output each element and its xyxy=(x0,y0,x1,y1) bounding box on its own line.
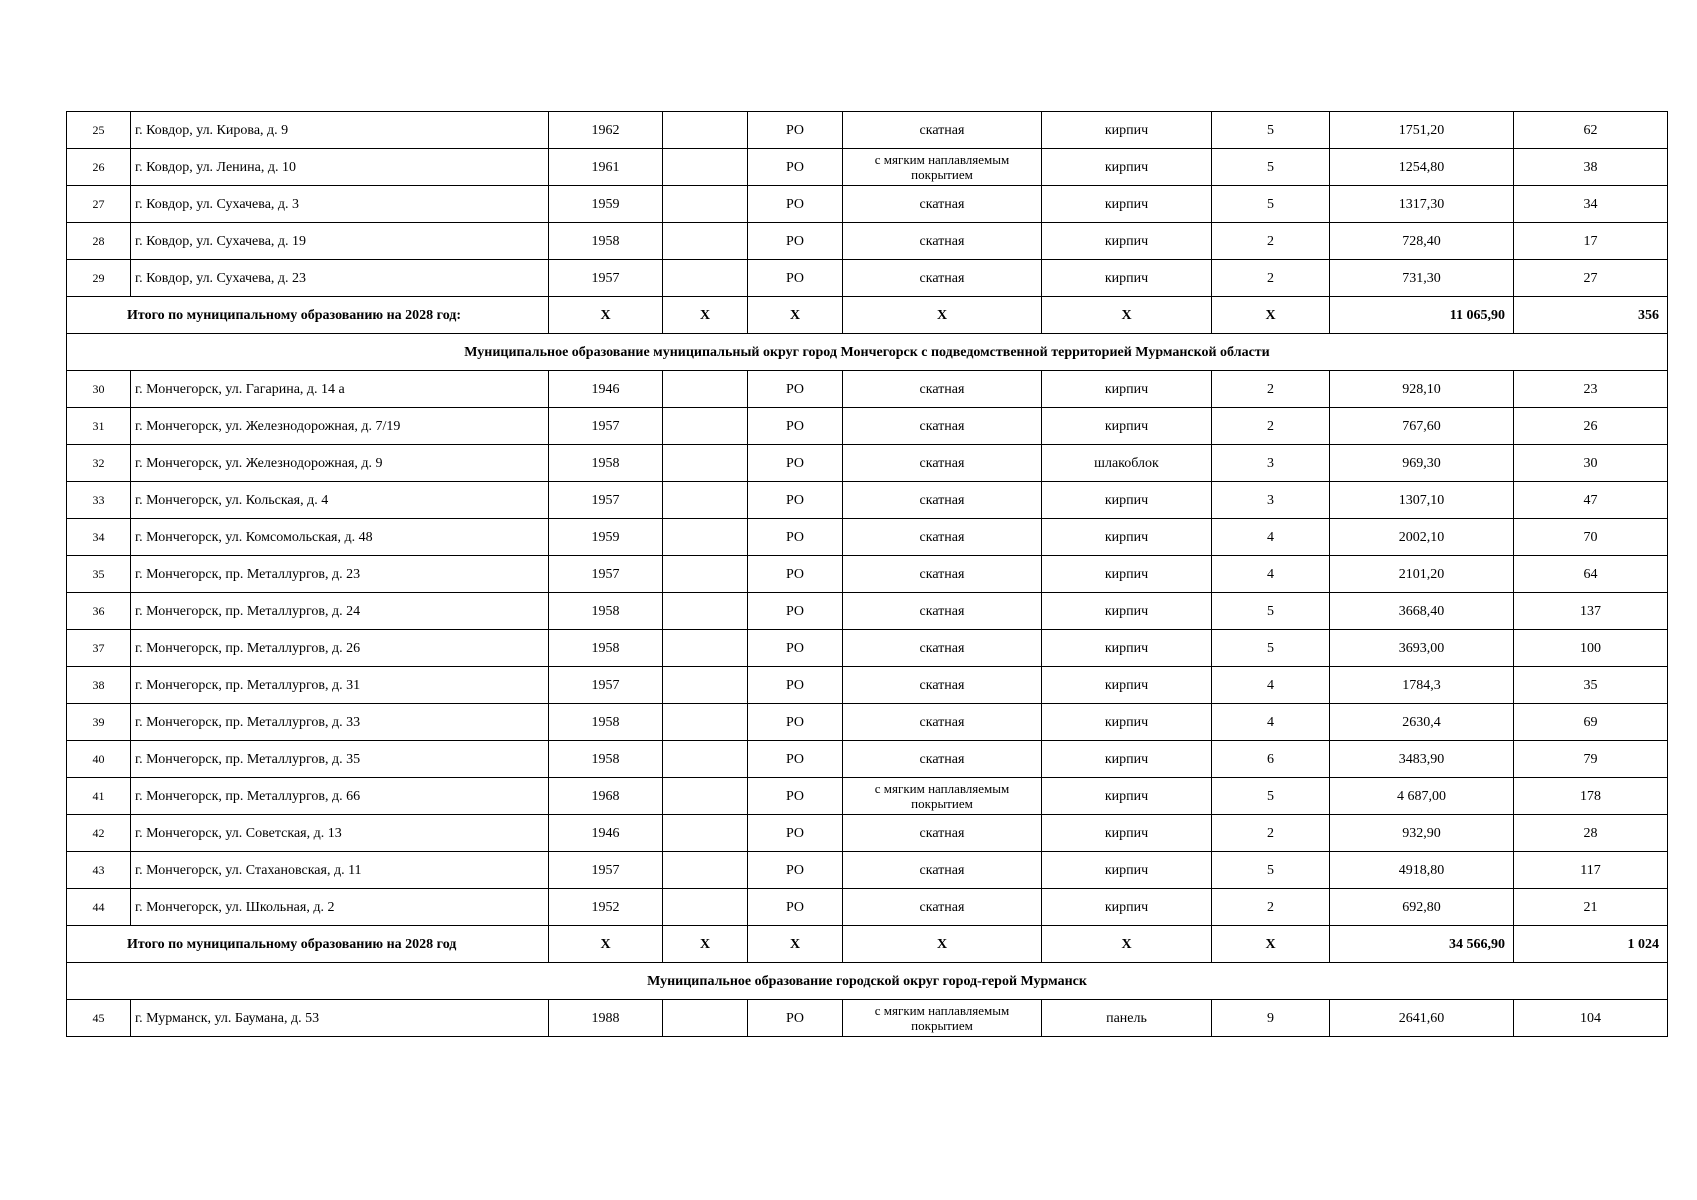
address-cell: г. Мончегорск, пр. Металлургов, д. 26 xyxy=(131,630,549,667)
empty-cell xyxy=(663,408,748,445)
empty-cell xyxy=(663,630,748,667)
address-cell: г. Мончегорск, ул. Советская, д. 13 xyxy=(131,815,549,852)
empty-cell xyxy=(663,1000,748,1037)
total-x-cell: X xyxy=(1042,297,1212,334)
area-cell: 932,90 xyxy=(1330,815,1514,852)
empty-cell xyxy=(663,371,748,408)
area-cell: 2002,10 xyxy=(1330,519,1514,556)
floors-cell: 6 xyxy=(1212,741,1330,778)
empty-cell xyxy=(663,149,748,186)
residents-cell: 26 xyxy=(1514,408,1668,445)
residents-cell: 79 xyxy=(1514,741,1668,778)
residents-cell: 64 xyxy=(1514,556,1668,593)
address-cell: г. Мончегорск, пр. Металлургов, д. 35 xyxy=(131,741,549,778)
address-cell: г. Мончегорск, пр. Металлургов, д. 24 xyxy=(131,593,549,630)
address-cell: г. Мончегорск, пр. Металлургов, д. 66 xyxy=(131,778,549,815)
empty-cell xyxy=(663,112,748,149)
empty-cell xyxy=(663,889,748,926)
roof-type-cell: скатная xyxy=(843,260,1042,297)
table-row xyxy=(67,260,1668,297)
program-cell: РО xyxy=(748,371,843,408)
row-number-cell: 32 xyxy=(67,445,131,482)
total-area-cell: 11 065,90 xyxy=(1330,297,1514,334)
area-cell: 1254,80 xyxy=(1330,149,1514,186)
table-row xyxy=(67,741,1668,778)
row-number-cell: 36 xyxy=(67,593,131,630)
empty-cell xyxy=(663,445,748,482)
floors-cell: 5 xyxy=(1212,630,1330,667)
total-x-cell: X xyxy=(843,297,1042,334)
total-row xyxy=(67,926,1668,963)
residents-cell: 35 xyxy=(1514,667,1668,704)
roof-type-cell: скатная xyxy=(843,815,1042,852)
table-row xyxy=(67,630,1668,667)
total-label: Итого по муниципальному образованию на 2028 год: xyxy=(67,297,549,334)
total-x-cell: X xyxy=(748,297,843,334)
year-cell: 1958 xyxy=(549,223,663,260)
year-cell: 1957 xyxy=(549,482,663,519)
wall-material-cell: кирпич xyxy=(1042,482,1212,519)
floors-cell: 5 xyxy=(1212,778,1330,815)
address-cell: г. Мурманск, ул. Баумана, д. 53 xyxy=(131,1000,549,1037)
roof-type-cell: с мягким наплавляемым покрытием xyxy=(843,149,1042,186)
residents-cell: 137 xyxy=(1514,593,1668,630)
program-cell: РО xyxy=(748,1000,843,1037)
wall-material-cell: кирпич xyxy=(1042,186,1212,223)
empty-cell xyxy=(663,593,748,630)
row-number-cell: 40 xyxy=(67,741,131,778)
year-cell: 1946 xyxy=(549,815,663,852)
area-cell: 1317,30 xyxy=(1330,186,1514,223)
total-x-cell: X xyxy=(663,926,748,963)
residents-cell: 47 xyxy=(1514,482,1668,519)
row-number-cell: 29 xyxy=(67,260,131,297)
table-row xyxy=(67,1000,1668,1037)
residents-cell: 62 xyxy=(1514,112,1668,149)
year-cell: 1958 xyxy=(549,445,663,482)
empty-cell xyxy=(663,260,748,297)
residents-cell: 38 xyxy=(1514,149,1668,186)
empty-cell xyxy=(663,815,748,852)
row-number-cell: 35 xyxy=(67,556,131,593)
wall-material-cell: кирпич xyxy=(1042,630,1212,667)
empty-cell xyxy=(663,519,748,556)
floors-cell: 4 xyxy=(1212,704,1330,741)
year-cell: 1957 xyxy=(549,260,663,297)
wall-material-cell: кирпич xyxy=(1042,778,1212,815)
wall-material-cell: кирпич xyxy=(1042,260,1212,297)
empty-cell xyxy=(663,482,748,519)
residents-cell: 34 xyxy=(1514,186,1668,223)
row-number-cell: 43 xyxy=(67,852,131,889)
total-x-cell: X xyxy=(663,297,748,334)
roof-type-cell: скатная xyxy=(843,371,1042,408)
floors-cell: 3 xyxy=(1212,445,1330,482)
wall-material-cell: шлакоблок xyxy=(1042,445,1212,482)
table-row xyxy=(67,445,1668,482)
table-row xyxy=(67,556,1668,593)
roof-type-cell: скатная xyxy=(843,852,1042,889)
address-cell: г. Мончегорск, пр. Металлургов, д. 33 xyxy=(131,704,549,741)
empty-cell xyxy=(663,852,748,889)
area-cell: 3483,90 xyxy=(1330,741,1514,778)
program-cell: РО xyxy=(748,445,843,482)
total-x-cell: X xyxy=(549,926,663,963)
table-row xyxy=(67,371,1668,408)
address-cell: г. Мончегорск, ул. Гагарина, д. 14 а xyxy=(131,371,549,408)
program-cell: РО xyxy=(748,223,843,260)
row-number-cell: 25 xyxy=(67,112,131,149)
program-cell: РО xyxy=(748,519,843,556)
floors-cell: 4 xyxy=(1212,519,1330,556)
area-cell: 928,10 xyxy=(1330,371,1514,408)
area-cell: 731,30 xyxy=(1330,260,1514,297)
wall-material-cell: кирпич xyxy=(1042,741,1212,778)
year-cell: 1959 xyxy=(549,519,663,556)
address-cell: г. Мончегорск, пр. Металлургов, д. 31 xyxy=(131,667,549,704)
section-header-row xyxy=(67,334,1668,371)
wall-material-cell: кирпич xyxy=(1042,408,1212,445)
year-cell: 1957 xyxy=(549,408,663,445)
table-row xyxy=(67,112,1668,149)
area-cell: 1784,3 xyxy=(1330,667,1514,704)
program-cell: РО xyxy=(748,186,843,223)
address-cell: г. Мончегорск, ул. Железнодорожная, д. 9 xyxy=(131,445,549,482)
floors-cell: 5 xyxy=(1212,852,1330,889)
roof-type-cell: скатная xyxy=(843,556,1042,593)
address-cell: г. Ковдор, ул. Сухачева, д. 23 xyxy=(131,260,549,297)
address-cell: г. Мончегорск, ул. Комсомольская, д. 48 xyxy=(131,519,549,556)
row-number-cell: 30 xyxy=(67,371,131,408)
table-row xyxy=(67,889,1668,926)
address-cell: г. Мончегорск, пр. Металлургов, д. 23 xyxy=(131,556,549,593)
roof-type-cell: скатная xyxy=(843,445,1042,482)
address-cell: г. Ковдор, ул. Кирова, д. 9 xyxy=(131,112,549,149)
area-cell: 2101,20 xyxy=(1330,556,1514,593)
row-number-cell: 42 xyxy=(67,815,131,852)
row-number-cell: 45 xyxy=(67,1000,131,1037)
row-number-cell: 37 xyxy=(67,630,131,667)
row-number-cell: 41 xyxy=(67,778,131,815)
program-cell: РО xyxy=(748,815,843,852)
residents-cell: 27 xyxy=(1514,260,1668,297)
roof-type-cell: скатная xyxy=(843,630,1042,667)
year-cell: 1958 xyxy=(549,593,663,630)
roof-type-cell: с мягким наплавляемым покрытием xyxy=(843,778,1042,815)
roof-type-cell: скатная xyxy=(843,223,1042,260)
program-cell: РО xyxy=(748,112,843,149)
table-body xyxy=(67,112,1668,1037)
roof-type-cell: скатная xyxy=(843,112,1042,149)
floors-cell: 2 xyxy=(1212,889,1330,926)
floors-cell: 2 xyxy=(1212,371,1330,408)
empty-cell xyxy=(663,556,748,593)
wall-material-cell: кирпич xyxy=(1042,519,1212,556)
address-cell: г. Мончегорск, ул. Стахановская, д. 11 xyxy=(131,852,549,889)
program-cell: РО xyxy=(748,482,843,519)
row-number-cell: 39 xyxy=(67,704,131,741)
year-cell: 1959 xyxy=(549,186,663,223)
address-cell: г. Мончегорск, ул. Железнодорожная, д. 7/19 xyxy=(131,408,549,445)
row-number-cell: 28 xyxy=(67,223,131,260)
year-cell: 1957 xyxy=(549,556,663,593)
year-cell: 1962 xyxy=(549,112,663,149)
area-cell: 1751,20 xyxy=(1330,112,1514,149)
area-cell: 4918,80 xyxy=(1330,852,1514,889)
row-number-cell: 38 xyxy=(67,667,131,704)
table-row xyxy=(67,815,1668,852)
table-row xyxy=(67,778,1668,815)
residents-cell: 69 xyxy=(1514,704,1668,741)
empty-cell xyxy=(663,704,748,741)
residents-cell: 104 xyxy=(1514,1000,1668,1037)
floors-cell: 5 xyxy=(1212,593,1330,630)
address-cell: г. Мончегорск, ул. Кольская, д. 4 xyxy=(131,482,549,519)
program-cell: РО xyxy=(748,260,843,297)
floors-cell: 2 xyxy=(1212,223,1330,260)
program-cell: РО xyxy=(748,408,843,445)
table-row xyxy=(67,519,1668,556)
program-cell: РО xyxy=(748,852,843,889)
roof-type-cell: скатная xyxy=(843,186,1042,223)
residents-cell: 30 xyxy=(1514,445,1668,482)
wall-material-cell: кирпич xyxy=(1042,704,1212,741)
residents-cell: 70 xyxy=(1514,519,1668,556)
address-cell: г. Ковдор, ул. Ленина, д. 10 xyxy=(131,149,549,186)
area-cell: 4 687,00 xyxy=(1330,778,1514,815)
program-cell: РО xyxy=(748,704,843,741)
floors-cell: 9 xyxy=(1212,1000,1330,1037)
wall-material-cell: кирпич xyxy=(1042,149,1212,186)
total-x-cell: X xyxy=(1212,297,1330,334)
row-number-cell: 26 xyxy=(67,149,131,186)
table-row xyxy=(67,482,1668,519)
wall-material-cell: кирпич xyxy=(1042,556,1212,593)
empty-cell xyxy=(663,186,748,223)
year-cell: 1946 xyxy=(549,371,663,408)
residents-cell: 117 xyxy=(1514,852,1668,889)
address-cell: г. Ковдор, ул. Сухачева, д. 3 xyxy=(131,186,549,223)
floors-cell: 5 xyxy=(1212,149,1330,186)
area-cell: 728,40 xyxy=(1330,223,1514,260)
total-label: Итого по муниципальному образованию на 2028 год xyxy=(67,926,549,963)
program-cell: РО xyxy=(748,630,843,667)
area-cell: 1307,10 xyxy=(1330,482,1514,519)
total-residents-cell: 356 xyxy=(1514,297,1668,334)
address-cell: г. Мончегорск, ул. Школьная, д. 2 xyxy=(131,889,549,926)
residents-cell: 21 xyxy=(1514,889,1668,926)
total-x-cell: X xyxy=(549,297,663,334)
year-cell: 1988 xyxy=(549,1000,663,1037)
floors-cell: 3 xyxy=(1212,482,1330,519)
roof-type-cell: скатная xyxy=(843,519,1042,556)
residents-cell: 28 xyxy=(1514,815,1668,852)
area-cell: 2630,4 xyxy=(1330,704,1514,741)
wall-material-cell: кирпич xyxy=(1042,112,1212,149)
area-cell: 3668,40 xyxy=(1330,593,1514,630)
residents-cell: 23 xyxy=(1514,371,1668,408)
table-row xyxy=(67,223,1668,260)
program-cell: РО xyxy=(748,667,843,704)
year-cell: 1957 xyxy=(549,852,663,889)
row-number-cell: 31 xyxy=(67,408,131,445)
year-cell: 1961 xyxy=(549,149,663,186)
program-cell: РО xyxy=(748,593,843,630)
year-cell: 1957 xyxy=(549,667,663,704)
wall-material-cell: кирпич xyxy=(1042,667,1212,704)
year-cell: 1958 xyxy=(549,704,663,741)
address-cell: г. Ковдор, ул. Сухачева, д. 19 xyxy=(131,223,549,260)
wall-material-cell: кирпич xyxy=(1042,889,1212,926)
area-cell: 2641,60 xyxy=(1330,1000,1514,1037)
table-row xyxy=(67,593,1668,630)
total-x-cell: X xyxy=(1212,926,1330,963)
table-row xyxy=(67,186,1668,223)
program-cell: РО xyxy=(748,149,843,186)
total-area-cell: 34 566,90 xyxy=(1330,926,1514,963)
roof-type-cell: скатная xyxy=(843,704,1042,741)
residents-cell: 100 xyxy=(1514,630,1668,667)
table-row xyxy=(67,408,1668,445)
empty-cell xyxy=(663,667,748,704)
floors-cell: 4 xyxy=(1212,556,1330,593)
wall-material-cell: кирпич xyxy=(1042,223,1212,260)
section-title: Муниципальное образование муниципальный округ город Мончегорск с подведомственной территорией Мурманской области xyxy=(67,334,1668,371)
wall-material-cell: кирпич xyxy=(1042,815,1212,852)
table-row xyxy=(67,149,1668,186)
table-row xyxy=(67,704,1668,741)
empty-cell xyxy=(663,223,748,260)
program-cell: РО xyxy=(748,556,843,593)
roof-type-cell: с мягким наплавляемым покрытием xyxy=(843,1000,1042,1037)
program-cell: РО xyxy=(748,889,843,926)
empty-cell xyxy=(663,741,748,778)
floors-cell: 4 xyxy=(1212,667,1330,704)
year-cell: 1968 xyxy=(549,778,663,815)
wall-material-cell: панель xyxy=(1042,1000,1212,1037)
table-row xyxy=(67,667,1668,704)
area-cell: 767,60 xyxy=(1330,408,1514,445)
floors-cell: 2 xyxy=(1212,815,1330,852)
year-cell: 1952 xyxy=(549,889,663,926)
floors-cell: 5 xyxy=(1212,112,1330,149)
floors-cell: 2 xyxy=(1212,408,1330,445)
row-number-cell: 34 xyxy=(67,519,131,556)
empty-cell xyxy=(663,778,748,815)
residents-cell: 178 xyxy=(1514,778,1668,815)
area-cell: 3693,00 xyxy=(1330,630,1514,667)
total-x-cell: X xyxy=(748,926,843,963)
year-cell: 1958 xyxy=(549,630,663,667)
wall-material-cell: кирпич xyxy=(1042,593,1212,630)
roof-type-cell: скатная xyxy=(843,482,1042,519)
floors-cell: 2 xyxy=(1212,260,1330,297)
wall-material-cell: кирпич xyxy=(1042,371,1212,408)
total-x-cell: X xyxy=(843,926,1042,963)
program-cell: РО xyxy=(748,741,843,778)
year-cell: 1958 xyxy=(549,741,663,778)
area-cell: 969,30 xyxy=(1330,445,1514,482)
roof-type-cell: скатная xyxy=(843,741,1042,778)
roof-type-cell: скатная xyxy=(843,889,1042,926)
table-row xyxy=(67,852,1668,889)
housing-table xyxy=(66,111,1668,1037)
roof-type-cell: скатная xyxy=(843,408,1042,445)
section-title: Муниципальное образование городской округ город-герой Мурманск xyxy=(67,963,1668,1000)
total-x-cell: X xyxy=(1042,926,1212,963)
floors-cell: 5 xyxy=(1212,186,1330,223)
row-number-cell: 44 xyxy=(67,889,131,926)
wall-material-cell: кирпич xyxy=(1042,852,1212,889)
program-cell: РО xyxy=(748,778,843,815)
section-header-row xyxy=(67,963,1668,1000)
total-residents-cell: 1 024 xyxy=(1514,926,1668,963)
residents-cell: 17 xyxy=(1514,223,1668,260)
row-number-cell: 27 xyxy=(67,186,131,223)
area-cell: 692,80 xyxy=(1330,889,1514,926)
total-row xyxy=(67,297,1668,334)
roof-type-cell: скатная xyxy=(843,667,1042,704)
roof-type-cell: скатная xyxy=(843,593,1042,630)
row-number-cell: 33 xyxy=(67,482,131,519)
